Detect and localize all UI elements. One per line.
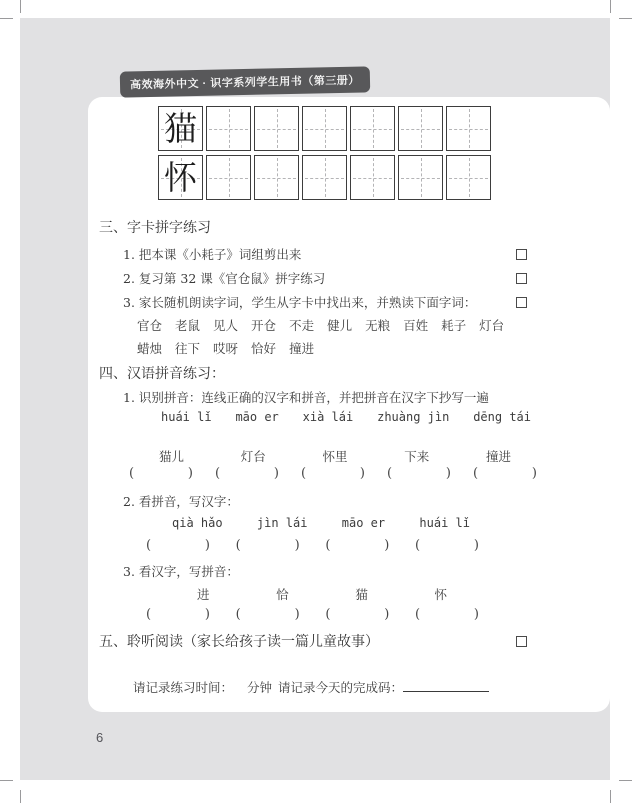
crop-mark	[619, 18, 632, 19]
hanzi-word: 进	[197, 587, 210, 602]
hanzi-word: 恰	[276, 587, 289, 602]
record-minutes-label: 分钟	[247, 680, 273, 695]
pinyin-row-1	[161, 410, 531, 424]
hanzi-word: 下来	[404, 449, 430, 464]
section4-item-1-label: 1. 识别拼音：连线正确的汉字和拼音，并把拼音在汉字下抄写一遍	[123, 390, 489, 405]
hanzi-word: 猫儿	[159, 449, 185, 464]
answer-blank: ( )	[387, 466, 451, 481]
word: 开仓	[251, 318, 277, 333]
word: 不走	[289, 318, 315, 333]
pinyin-word: huái lǐ	[161, 410, 212, 424]
grid-cell	[158, 155, 203, 200]
page-number: 6	[96, 730, 104, 745]
answer-blank: ( )	[414, 538, 479, 553]
word-list-row-2	[137, 339, 314, 357]
word: 恰好	[251, 341, 277, 356]
pinyin-word: māo er	[235, 410, 279, 424]
crop-mark	[610, 0, 611, 13]
completion-code-blank	[403, 679, 489, 692]
answer-blank: ( )	[235, 538, 300, 553]
section3-item-2: 2. 复习第 32 课《官仓鼠》拼字练习	[123, 271, 326, 286]
answer-blank: ( )	[146, 538, 210, 553]
pinyin-word: dēng tái	[473, 410, 531, 424]
hanzi-row-1	[159, 447, 511, 465]
pinyin-word: māo er	[341, 516, 386, 530]
hanzi-row-3	[197, 585, 447, 603]
section4-item-2-label: 2. 看拼音，写汉字：	[123, 494, 239, 509]
section3-title: 三、字卡拼字练习	[99, 220, 211, 236]
pinyin-word: jìn lái	[256, 516, 308, 530]
crop-mark	[20, 790, 21, 803]
answer-blank: ( )	[146, 607, 210, 622]
checkbox-icon	[516, 636, 527, 647]
grid-cell	[398, 106, 443, 151]
practice-char: 猫	[164, 109, 197, 148]
hanzi-word: 灯台	[240, 449, 266, 464]
grid-cell	[446, 155, 491, 200]
hanzi-word: 怀	[434, 587, 447, 602]
pinyin-word: qià hǎo	[172, 516, 223, 530]
crop-mark	[20, 0, 21, 13]
pinyin-word: huái lǐ	[419, 516, 470, 530]
section3-item-3: 3. 家长随机朗读字词，学生从字卡中找出来，并熟读下面字词：	[123, 295, 477, 310]
crop-mark	[610, 790, 611, 803]
series-badge-label: 高效海外中文 · 识字系列学生用书（第三册）	[129, 74, 360, 92]
answer-blank: ( )	[129, 466, 193, 481]
checkbox-icon	[516, 273, 527, 284]
word: 灯台	[479, 318, 505, 333]
hanzi-word: 猫	[355, 587, 368, 602]
series-badge	[120, 66, 370, 97]
grid-cell	[398, 155, 443, 200]
word: 百姓	[403, 318, 429, 333]
grid-cell	[254, 106, 299, 151]
pinyin-word: zhuàng jìn	[377, 410, 450, 424]
answer-blank: ( )	[301, 466, 365, 481]
writing-grid-row	[158, 106, 491, 151]
crop-mark	[0, 780, 13, 781]
pinyin-word: xià lái	[302, 410, 354, 424]
section3-item-1: 1. 把本课《小耗子》词组剪出来	[123, 247, 302, 262]
answer-blank-row-1	[129, 466, 537, 481]
word: 蜡烛	[137, 341, 163, 356]
grid-cell	[302, 155, 347, 200]
word: 耗子	[441, 318, 467, 333]
word: 哎呀	[213, 341, 239, 356]
answer-blank: ( )	[414, 607, 479, 622]
record-line	[133, 678, 489, 696]
grid-cell	[350, 155, 395, 200]
word: 老鼠	[175, 318, 201, 333]
grid-cell	[254, 155, 299, 200]
grid-cell	[302, 106, 347, 151]
hanzi-word: 怀里	[322, 449, 348, 464]
answer-blank-row-3	[146, 607, 479, 622]
answer-blank: ( )	[325, 607, 390, 622]
crop-mark	[0, 18, 13, 19]
grid-cell	[446, 106, 491, 151]
word-list-row-1	[137, 316, 504, 334]
word: 撞进	[289, 341, 315, 356]
grid-cell	[350, 106, 395, 151]
writing-grid-row	[158, 155, 491, 200]
hanzi-word: 撞进	[485, 449, 511, 464]
section4-title: 四、汉语拼音练习：	[99, 366, 225, 382]
crop-mark	[619, 780, 632, 781]
answer-blank: ( )	[473, 466, 537, 481]
grid-cell	[206, 106, 251, 151]
writing-grid	[158, 106, 491, 204]
word: 往下	[175, 341, 201, 356]
word: 无粮	[365, 318, 391, 333]
record-code-label: 请记录今天的完成码：	[278, 680, 404, 695]
checkbox-icon	[516, 297, 527, 308]
word: 见人	[213, 318, 239, 333]
answer-blank-row-2	[146, 538, 479, 553]
grid-cell	[158, 106, 203, 151]
answer-blank: ( )	[235, 607, 300, 622]
checkbox-icon	[516, 249, 527, 260]
grid-cell	[206, 155, 251, 200]
section5-title: 五、聆听阅读（家长给孩子读一篇儿童故事）	[99, 634, 379, 650]
pinyin-row-2	[172, 516, 470, 530]
answer-blank: ( )	[215, 466, 279, 481]
section4-item-3-label: 3. 看汉字，写拼音：	[123, 564, 239, 579]
record-time-label: 请记录练习时间：	[133, 680, 234, 695]
answer-blank: ( )	[325, 538, 390, 553]
word: 官仓	[137, 318, 163, 333]
practice-char: 怀	[164, 158, 197, 197]
word: 健儿	[327, 318, 353, 333]
